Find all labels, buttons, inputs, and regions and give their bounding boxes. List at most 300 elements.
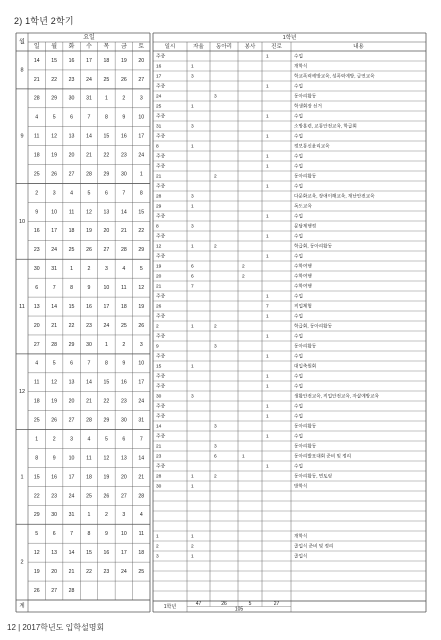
schedule-content: 동아리활동	[294, 173, 317, 179]
calendar-day: 4	[87, 436, 91, 443]
calendar-day: 16	[51, 474, 58, 481]
calendar-day: 23	[120, 398, 127, 405]
schedule-content: 동아리활동	[294, 423, 317, 429]
schedule-hours: 1	[266, 374, 269, 380]
schedule-content: 수업	[294, 293, 303, 299]
schedule-hours: 1	[191, 364, 194, 370]
month-label: 8	[20, 67, 24, 74]
calendar-day: 6	[122, 436, 126, 443]
calendar-day: 5	[35, 531, 39, 538]
calendar-day: 31	[51, 266, 58, 273]
schedule-date: 15	[156, 364, 162, 370]
calendar-day: 11	[34, 133, 40, 140]
schedule-hours: 2	[191, 544, 194, 550]
grand-total: 105	[234, 606, 244, 613]
calendar-day: 25	[120, 322, 127, 329]
calendar-day: 20	[138, 57, 145, 64]
calendar-day: 25	[33, 417, 40, 424]
calendar-day: 8	[104, 360, 108, 367]
calendar-day: 15	[51, 57, 58, 64]
calendar-day: 21	[138, 474, 145, 481]
schedule-date: 주중	[156, 354, 166, 360]
calendar-day: 11	[68, 209, 75, 216]
schedule-hours: 1	[266, 114, 269, 120]
calendar-day: 27	[120, 493, 127, 500]
calendar-day: 13	[120, 455, 127, 462]
calendar-day: 7	[122, 190, 126, 197]
month-label: 10	[18, 218, 26, 225]
schedule-content: 수업	[294, 133, 303, 139]
calendar-day: 2	[87, 266, 91, 273]
schedule-date: 주중	[156, 294, 166, 300]
schedule-date: 2	[156, 544, 159, 550]
calendar-day: 21	[120, 228, 127, 235]
schedule-content: 다문화교육, 장애이해교육, 재난안전교육	[294, 193, 375, 199]
month-label: 12	[18, 389, 26, 396]
schedule-hours: 2	[242, 274, 245, 280]
calendar-day: 19	[120, 57, 127, 64]
calendar-day: 22	[103, 398, 110, 405]
calendar-day: 8	[35, 455, 39, 462]
schedule-hours: 6	[214, 454, 217, 460]
calendar-day: 27	[51, 587, 58, 594]
schedule-date: 28	[156, 474, 162, 480]
schedule-date: 주중	[156, 254, 166, 260]
calendar-day: 2	[35, 190, 39, 197]
calendar-day: 25	[33, 171, 40, 178]
calendar-day: 17	[86, 57, 92, 64]
calendar-day: 29	[138, 247, 145, 254]
calendar-day: 20	[68, 398, 75, 405]
calendar-day: 2	[122, 95, 126, 102]
schedule-date: 9	[156, 344, 159, 350]
schedule-content: 수학여행	[294, 263, 312, 269]
calendar-day: 1	[70, 266, 74, 273]
calendar-day: 1	[104, 341, 108, 348]
calendar-day: 18	[138, 550, 145, 557]
calendar-day: 23	[120, 152, 127, 159]
calendar-day: 4	[70, 190, 74, 197]
calendar-day: 30	[86, 341, 92, 348]
calendar-day: 28	[51, 341, 58, 348]
calendar-day: 2	[52, 436, 56, 443]
calendar-day: 7	[52, 285, 56, 292]
calendar-day: 1	[35, 436, 39, 443]
calendar-day: 16	[120, 133, 127, 140]
schedule-hours: 2	[214, 244, 217, 250]
calendar-day: 27	[68, 417, 75, 424]
calendar-day: 6	[104, 190, 108, 197]
schedule-content: 수업	[294, 383, 303, 389]
calendar-day: 16	[103, 550, 110, 557]
schedule-hours: 6	[191, 274, 194, 280]
calendar-day: 7	[139, 436, 143, 443]
schedule-content: 수업	[294, 313, 303, 319]
schedule-date: 주중	[156, 164, 166, 170]
calendar-day: 13	[103, 209, 110, 216]
schedule-hours: 7	[191, 284, 194, 290]
calendar-day: 13	[51, 550, 58, 557]
calendar-day: 19	[103, 474, 110, 481]
calendar-day: 3	[139, 341, 143, 348]
calendar-day: 18	[68, 228, 75, 235]
calendar-day: 29	[103, 171, 110, 178]
column-header: 내용	[353, 43, 364, 50]
schedule-content: 수업	[294, 463, 303, 469]
calendar-day: 19	[33, 568, 40, 575]
schedule-content: 수학여행	[294, 273, 312, 279]
calendar-day: 9	[87, 285, 91, 292]
schedule-hours: 1	[266, 294, 269, 300]
schedule-date: 3	[156, 554, 159, 560]
schedule-date: 24	[156, 94, 162, 100]
calendar-day: 17	[51, 228, 58, 235]
calendar-day: 12	[33, 550, 40, 557]
calendar-day: 25	[103, 76, 110, 83]
schedule-hours: 2	[214, 174, 217, 180]
schedule-date: 31	[156, 124, 162, 130]
weekday-header: 금	[120, 44, 127, 51]
calendar-day: 8	[139, 190, 143, 197]
schedule-date: 주중	[156, 464, 166, 470]
schedule-content: 수업	[294, 373, 303, 379]
schedule-content: 졸업식 준비 및 정리	[294, 543, 334, 549]
calendar-day: 5	[104, 436, 108, 443]
calendar-day: 14	[33, 57, 40, 64]
calendar-day: 13	[33, 303, 40, 310]
calendar-day: 10	[68, 455, 75, 462]
schedule-date: 주중	[156, 234, 166, 240]
calendar-day: 20	[33, 322, 40, 329]
calendar-day: 9	[104, 531, 108, 538]
page-title: 2) 1학년 2학기	[14, 16, 74, 26]
calendar-day: 28	[120, 247, 127, 254]
calendar-day: 22	[138, 228, 145, 235]
calendar-day: 8	[104, 114, 108, 121]
calendar-day: 16	[68, 57, 75, 64]
calendar-day: 5	[139, 266, 143, 273]
calendar-day: 2	[104, 512, 108, 519]
calendar-day: 26	[120, 76, 127, 83]
schedule-content: 수업	[294, 353, 303, 359]
calendar-day: 10	[138, 360, 145, 367]
calendar-day: 17	[103, 303, 110, 310]
calendar-day: 26	[33, 587, 40, 594]
total-hours: 5	[248, 601, 252, 608]
schedule-hours: 1	[266, 134, 269, 140]
calendar-day: 28	[33, 95, 40, 102]
total-hours: 26	[221, 601, 227, 608]
schedule-hours: 1	[191, 104, 194, 110]
calendar-day: 8	[87, 531, 91, 538]
schedule-content: 동아리활동	[294, 93, 317, 99]
calendar-day: 19	[51, 152, 58, 159]
calendar-day: 7	[70, 531, 74, 538]
calendar-day: 7	[87, 360, 91, 367]
schedule-content: 문담제행정	[294, 223, 317, 229]
weekday-header: 토	[138, 44, 145, 51]
weekday-header: 일	[33, 44, 40, 51]
schedule-content: 수업	[294, 53, 303, 59]
calendar-day: 22	[51, 76, 58, 83]
calendar-day: 17	[138, 379, 145, 386]
calendar-day: 9	[52, 455, 56, 462]
schedule-hours: 1	[266, 184, 269, 190]
schedule-date: 주중	[156, 134, 166, 140]
schedule-hours: 1	[191, 244, 194, 250]
calendar-day: 3	[52, 190, 56, 197]
calendar-day: 22	[68, 322, 75, 329]
schedule-hours: 1	[266, 164, 269, 170]
calendar-day: 28	[138, 493, 145, 500]
calendar-day: 11	[86, 455, 92, 462]
calendar-day: 18	[120, 303, 127, 310]
month-label: 9	[20, 133, 24, 140]
calendar-day: 31	[86, 95, 92, 102]
schedule-content: 수업	[294, 153, 303, 159]
calendar-day: 13	[68, 379, 75, 386]
schedule-date: 20	[156, 274, 162, 280]
column-header: 진로	[271, 43, 282, 50]
schedule-content: 개학식	[294, 63, 308, 69]
calendar-day: 29	[68, 341, 75, 348]
calendar-day: 15	[86, 550, 92, 557]
calendar-day: 18	[33, 152, 40, 159]
schedule-date: 1	[156, 534, 159, 540]
calendar-day: 30	[120, 171, 127, 178]
calendar-day: 12	[86, 209, 92, 216]
calendar-day: 4	[35, 360, 39, 367]
calendar-day: 8	[70, 285, 74, 292]
schedule-date: 주중	[156, 214, 166, 220]
schedule-date: 16	[156, 64, 162, 70]
calendar-day: 28	[86, 417, 92, 424]
calendar-day: 24	[138, 152, 145, 159]
calendar-day: 13	[68, 133, 75, 140]
schedule-date: 25	[156, 104, 162, 110]
calendar-day: 24	[51, 247, 58, 254]
schedule-hours: 1	[266, 414, 269, 420]
calendar-day: 14	[86, 379, 92, 386]
schedule-hours: 1	[191, 554, 194, 560]
schedule-date: 8	[156, 144, 159, 150]
calendar-day: 23	[51, 493, 58, 500]
schedule-date: 주중	[156, 184, 166, 190]
calendar-day: 29	[103, 417, 110, 424]
calendar-day: 11	[138, 531, 144, 538]
calendar-day: 20	[103, 228, 110, 235]
column-header: 일시	[164, 43, 176, 50]
schedule-content: 소방훈련, 교통안전교육, 학급회	[294, 123, 357, 129]
total-row-label: 1학년	[163, 603, 177, 610]
schedule-content: 수업	[294, 253, 303, 259]
month-label: 2	[20, 559, 24, 566]
schedule-hours: 1	[266, 234, 269, 240]
calendar-day: 30	[68, 95, 75, 102]
schedule-hours: 3	[214, 444, 217, 450]
calendar-day: 27	[138, 76, 145, 83]
schedule-hours: 1	[191, 204, 194, 210]
schedule-date: 19	[156, 264, 162, 270]
calendar-day: 9	[35, 209, 39, 216]
calendar-day: 26	[51, 417, 58, 424]
schedule-hours: 1	[266, 384, 269, 390]
calendar-day: 31	[68, 512, 75, 519]
calendar-day: 5	[52, 360, 56, 367]
schedule-date: 주중	[156, 374, 166, 380]
calendar-day: 15	[33, 474, 40, 481]
schedule-hours: 2	[214, 474, 217, 480]
calendar-day: 26	[86, 247, 92, 254]
calendar-day: 10	[51, 209, 58, 216]
schedule-content: 직업체험	[294, 303, 312, 309]
schedule-hours: 1	[266, 464, 269, 470]
calendar-day: 22	[33, 493, 40, 500]
schedule-date: 주중	[156, 434, 166, 440]
day-header: 요일	[83, 35, 95, 42]
calendar-day: 16	[33, 228, 40, 235]
schedule-hours: 1	[266, 404, 269, 410]
schedule-content: 수업	[294, 163, 303, 169]
schedule-content: 수업	[294, 403, 303, 409]
month-header: 월	[19, 39, 25, 46]
calendar-day: 29	[51, 95, 58, 102]
schedule-hours: 3	[214, 94, 217, 100]
calendar-day: 9	[122, 360, 126, 367]
weekday-header: 수	[86, 44, 92, 51]
calendar-day: 31	[138, 417, 145, 424]
schedule-content: 학급회, 동아리활동	[294, 243, 333, 249]
schedule-date: 21	[156, 174, 162, 180]
schedule-content: 동아리활동	[294, 443, 317, 449]
schedule-hours: 1	[191, 474, 194, 480]
schedule-hours: 3	[191, 74, 194, 80]
schedule-hours: 3	[214, 424, 217, 430]
schedule-content: 정보통신윤리교육	[294, 143, 330, 149]
calendar-day: 21	[86, 152, 92, 159]
schedule-date: 주중	[156, 334, 166, 340]
schedule-content: 수업	[294, 233, 303, 239]
schedule-content: 학생회장 선거	[294, 103, 322, 109]
calendar-day: 25	[68, 247, 75, 254]
schedule-hours: 3	[214, 344, 217, 350]
schedule-hours: 1	[266, 54, 269, 60]
calendar-day: 22	[86, 568, 92, 575]
calendar-day: 26	[51, 171, 58, 178]
schedule-content: 학교폭력예방교육, 성폭력예방, 금연교육	[294, 73, 375, 79]
weekday-header: 목	[103, 44, 110, 51]
schedule-date: 2	[156, 324, 159, 330]
total-hours: 47	[195, 601, 202, 608]
schedule-date: 주중	[156, 54, 166, 60]
schedule-hours: 2	[214, 324, 217, 330]
schedule-hours: 1	[191, 484, 194, 490]
calendar-day: 21	[68, 568, 75, 575]
calendar-day: 18	[33, 398, 40, 405]
schedule-hours: 1	[266, 84, 269, 90]
schedule-hours: 3	[191, 124, 194, 130]
schedule-hours: 1	[266, 334, 269, 340]
calendar-day: 20	[120, 474, 127, 481]
schedule-content: 대입축원회	[294, 363, 317, 369]
grade-header: 1학년	[282, 34, 297, 41]
column-header: 자율	[193, 43, 204, 50]
calendar-day: 27	[103, 247, 110, 254]
calendar-day: 12	[51, 133, 58, 140]
schedule-date: 28	[156, 194, 162, 200]
schedule-hours: 1	[191, 144, 194, 150]
calendar-day: 7	[87, 114, 91, 121]
calendar-day: 30	[51, 512, 58, 519]
schedule-date: 30	[156, 484, 162, 490]
calendar-day: 21	[86, 398, 92, 405]
calendar-day: 23	[103, 568, 110, 575]
column-header: 봉사	[244, 43, 256, 50]
calendar-day: 11	[34, 379, 40, 386]
schedule-hours: 1	[266, 154, 269, 160]
schedule-content: 개학식	[294, 533, 308, 539]
schedule-hours: 7	[266, 304, 269, 310]
schedule-content: 수업	[294, 83, 303, 89]
calendar-day: 24	[103, 322, 110, 329]
calendar-day: 10	[120, 531, 127, 538]
calendar-day: 23	[86, 322, 92, 329]
schedule-content: 방학식	[294, 483, 308, 489]
page-footer: 12 | 2017학년도 입학설명회	[7, 623, 105, 632]
schedule-hours: 3	[191, 394, 194, 400]
calendar-day: 25	[86, 493, 92, 500]
schedule-date: 14	[156, 424, 162, 430]
calendar-day: 14	[138, 455, 145, 462]
schedule-hours: 3	[191, 224, 194, 230]
schedule-content: 수업	[294, 183, 303, 189]
schedule-content: 졸업식	[294, 553, 308, 559]
schedule-hours: 3	[191, 194, 194, 200]
schedule-hours: 1	[266, 354, 269, 360]
schedule-date: 주중	[156, 404, 166, 410]
calendar-day: 10	[138, 114, 145, 121]
calendar-day: 19	[138, 303, 145, 310]
schedule-date: 12	[156, 244, 162, 250]
calendar-day: 27	[68, 171, 75, 178]
calendar-day: 14	[51, 303, 58, 310]
calendar-day: 5	[87, 190, 91, 197]
month-label: 1	[20, 474, 24, 481]
calendar-day: 17	[120, 550, 127, 557]
schedule-hours: 2	[242, 264, 245, 270]
schedule-content: 학급회, 동아리활동	[294, 323, 333, 329]
calendar-day: 3	[139, 95, 143, 102]
calendar-day: 6	[70, 360, 74, 367]
schedule-date: 21	[156, 444, 162, 450]
schedule-content: 수업	[294, 213, 303, 219]
calendar-day: 10	[103, 285, 110, 292]
schedule-content: 수업	[294, 433, 303, 439]
calendar-day: 24	[120, 568, 127, 575]
calendar-day: 30	[120, 417, 127, 424]
schedule-date: 주중	[156, 314, 166, 320]
schedule-content: 동아리활동	[294, 343, 317, 349]
calendar-day: 30	[33, 266, 40, 273]
calendar-day: 6	[52, 531, 56, 538]
calendar-day: 17	[138, 133, 145, 140]
calendar-day: 6	[70, 114, 74, 121]
calendar-day: 11	[121, 285, 127, 292]
calendar-day: 15	[103, 133, 110, 140]
month-label: 11	[19, 304, 25, 311]
schedule-content: 동아리활동, 면토링	[294, 473, 333, 479]
schedule-hours: 1	[242, 454, 245, 460]
